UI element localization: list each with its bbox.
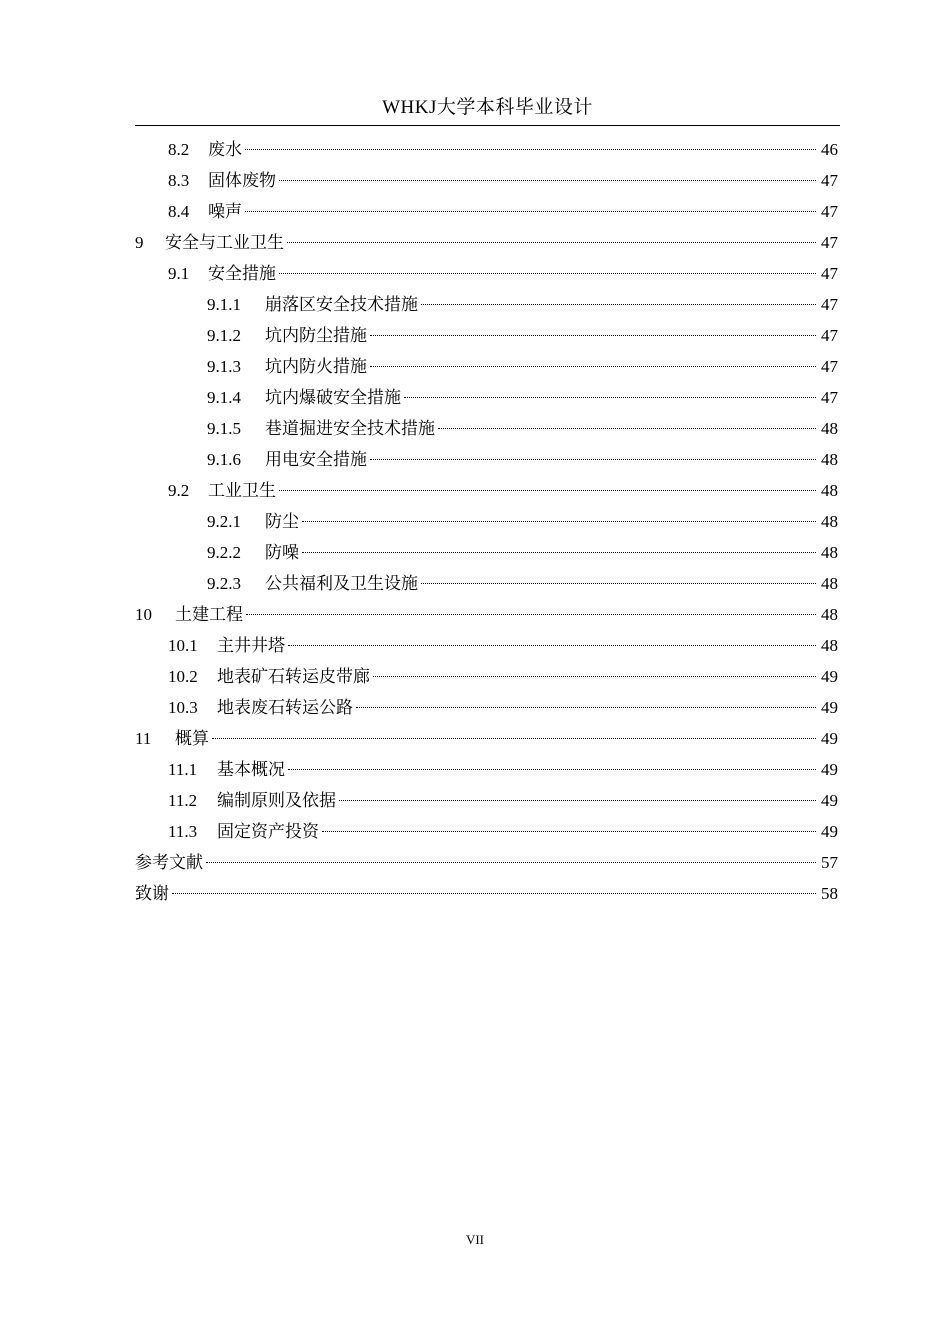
toc-entry[interactable] bbox=[135, 599, 838, 630]
toc-entry-page: 48 bbox=[821, 481, 838, 500]
toc-entry[interactable] bbox=[135, 692, 838, 723]
page-header: WHKJ大学本科毕业设计 bbox=[382, 97, 593, 118]
toc-entry-title: 地表矿石转运皮带廊 bbox=[217, 667, 370, 687]
toc-dot-leader bbox=[356, 707, 816, 708]
toc-entry[interactable] bbox=[135, 506, 838, 537]
toc-dot-leader bbox=[245, 149, 816, 150]
table-of-contents bbox=[135, 134, 838, 909]
toc-entry[interactable] bbox=[135, 754, 838, 785]
toc-entry[interactable] bbox=[135, 568, 838, 599]
toc-entry[interactable] bbox=[135, 661, 838, 692]
toc-entry-title: 编制原则及依据 bbox=[217, 791, 336, 811]
toc-entry-title: 崩落区安全技术措施 bbox=[265, 295, 418, 315]
toc-entry-page: 48 bbox=[821, 605, 838, 624]
toc-entry-page: 57 bbox=[821, 853, 838, 872]
toc-entry-title: 土建工程 bbox=[175, 605, 243, 625]
toc-entry[interactable] bbox=[135, 630, 838, 661]
toc-entry[interactable] bbox=[135, 382, 838, 413]
toc-entry-number: 10.2 bbox=[168, 667, 198, 686]
toc-entry[interactable] bbox=[135, 165, 838, 196]
toc-entry-title: 致谢 bbox=[135, 884, 169, 904]
toc-entry[interactable] bbox=[135, 258, 838, 289]
toc-dot-leader bbox=[302, 521, 816, 522]
toc-entry-page: 58 bbox=[821, 884, 838, 903]
toc-entry-number: 10 bbox=[135, 605, 152, 624]
toc-dot-leader bbox=[279, 490, 816, 491]
toc-dot-leader bbox=[246, 614, 816, 615]
toc-entry-title: 固体废物 bbox=[208, 171, 276, 191]
toc-dot-leader bbox=[438, 428, 816, 429]
page-number: VII bbox=[465, 1232, 485, 1247]
toc-entry-number: 9.2.2 bbox=[207, 543, 241, 562]
toc-entry[interactable] bbox=[135, 444, 838, 475]
toc-entry-number: 8.3 bbox=[168, 171, 190, 190]
toc-entry-number: 11.3 bbox=[168, 822, 198, 841]
toc-entry[interactable] bbox=[135, 320, 838, 351]
toc-entry-number: 9.1.4 bbox=[207, 388, 241, 407]
toc-entry-title: 安全措施 bbox=[208, 264, 276, 284]
toc-dot-leader bbox=[370, 366, 816, 367]
toc-entry-page: 47 bbox=[821, 264, 838, 283]
toc-entry[interactable] bbox=[135, 475, 838, 506]
toc-entry-page: 48 bbox=[821, 419, 838, 438]
toc-entry[interactable] bbox=[135, 413, 838, 444]
toc-dot-leader bbox=[322, 831, 816, 832]
toc-dot-leader bbox=[421, 304, 816, 305]
toc-dot-leader bbox=[421, 583, 816, 584]
toc-entry-number: 9.1 bbox=[168, 264, 190, 283]
toc-entry[interactable] bbox=[135, 537, 838, 568]
toc-entry[interactable] bbox=[135, 785, 838, 816]
toc-entry-number: 10.1 bbox=[168, 636, 198, 655]
toc-entry-number: 8.4 bbox=[168, 202, 190, 221]
toc-entry-number: 9.1.1 bbox=[207, 295, 241, 314]
toc-entry-page: 47 bbox=[821, 171, 838, 190]
toc-entry-page: 49 bbox=[821, 791, 838, 810]
toc-entry-number: 11.1 bbox=[168, 760, 198, 779]
toc-entry-title: 主井井塔 bbox=[217, 636, 285, 656]
toc-entry-page: 49 bbox=[821, 698, 838, 717]
toc-entry-page: 49 bbox=[821, 667, 838, 686]
toc-entry-page: 47 bbox=[821, 202, 838, 221]
toc-dot-leader bbox=[302, 552, 816, 553]
toc-dot-leader bbox=[206, 862, 816, 863]
toc-entry[interactable] bbox=[135, 723, 838, 754]
toc-entry-page: 48 bbox=[821, 512, 838, 531]
toc-entry-title: 用电安全措施 bbox=[265, 450, 367, 470]
toc-entry-title: 坑内爆破安全措施 bbox=[265, 388, 401, 408]
toc-entry[interactable] bbox=[135, 878, 838, 909]
toc-entry[interactable] bbox=[135, 134, 838, 165]
toc-dot-leader bbox=[373, 676, 816, 677]
toc-entry-page: 47 bbox=[821, 233, 838, 252]
toc-entry-number: 9.1.5 bbox=[207, 419, 241, 438]
toc-entry-page: 46 bbox=[821, 140, 838, 159]
toc-entry-number: 8.2 bbox=[168, 140, 190, 159]
toc-entry-title: 巷道掘进安全技术措施 bbox=[265, 419, 435, 439]
toc-entry-number: 9.1.3 bbox=[207, 357, 241, 376]
toc-entry-title: 防尘 bbox=[265, 512, 299, 532]
toc-entry-number: 9.2.1 bbox=[207, 512, 241, 531]
toc-entry-title: 工业卫生 bbox=[208, 481, 276, 501]
toc-entry[interactable] bbox=[135, 227, 838, 258]
toc-dot-leader bbox=[404, 397, 816, 398]
toc-entry-title: 固定资产投资 bbox=[217, 822, 319, 842]
toc-dot-leader bbox=[370, 335, 816, 336]
toc-entry-number: 9.2.3 bbox=[207, 574, 241, 593]
toc-dot-leader bbox=[172, 893, 816, 894]
toc-entry-page: 49 bbox=[821, 822, 838, 841]
toc-dot-leader bbox=[212, 738, 816, 739]
toc-dot-leader bbox=[287, 242, 816, 243]
toc-dot-leader bbox=[288, 769, 816, 770]
toc-entry-page: 48 bbox=[821, 543, 838, 562]
toc-entry-page: 48 bbox=[821, 574, 838, 593]
toc-entry[interactable] bbox=[135, 847, 838, 878]
toc-entry[interactable] bbox=[135, 351, 838, 382]
toc-entry-page: 47 bbox=[821, 326, 838, 345]
toc-entry-title: 参考文献 bbox=[135, 853, 203, 873]
toc-entry-page: 48 bbox=[821, 450, 838, 469]
toc-entry-number: 10.3 bbox=[168, 698, 198, 717]
toc-dot-leader bbox=[339, 800, 816, 801]
toc-entry[interactable] bbox=[135, 289, 838, 320]
toc-entry-title: 坑内防火措施 bbox=[265, 357, 367, 377]
toc-entry-page: 48 bbox=[821, 636, 838, 655]
toc-entry-title: 坑内防尘措施 bbox=[265, 326, 367, 346]
toc-entry-page: 49 bbox=[821, 760, 838, 779]
toc-entry-number: 11.2 bbox=[168, 791, 198, 810]
toc-entry-number: 9.1.6 bbox=[207, 450, 241, 469]
toc-entry-page: 47 bbox=[821, 388, 838, 407]
toc-dot-leader bbox=[279, 180, 816, 181]
toc-entry-title: 废水 bbox=[208, 140, 242, 160]
toc-entry-number: 11 bbox=[135, 729, 152, 748]
toc-entry-page: 49 bbox=[821, 729, 838, 748]
toc-entry-title: 地表废石转运公路 bbox=[217, 698, 353, 718]
toc-entry-title: 噪声 bbox=[208, 202, 242, 222]
toc-entry-number: 9.1.2 bbox=[207, 326, 241, 345]
toc-entry-title: 基本概况 bbox=[217, 760, 285, 780]
toc-entry-title: 概算 bbox=[175, 729, 209, 749]
toc-entry-number: 9.2 bbox=[168, 481, 190, 500]
toc-dot-leader bbox=[245, 211, 816, 212]
toc-entry-number: 9 bbox=[135, 233, 144, 252]
toc-entry-title: 防噪 bbox=[265, 543, 299, 563]
toc-dot-leader bbox=[288, 645, 816, 646]
toc-entry-page: 47 bbox=[821, 357, 838, 376]
toc-entry-page: 47 bbox=[821, 295, 838, 314]
toc-entry-title: 公共福利及卫生设施 bbox=[265, 574, 418, 594]
header-rule bbox=[135, 125, 840, 126]
toc-dot-leader bbox=[370, 459, 816, 460]
toc-entry-title: 安全与工业卫生 bbox=[165, 233, 284, 253]
toc-dot-leader bbox=[279, 273, 816, 274]
toc-entry[interactable] bbox=[135, 196, 838, 227]
toc-entry[interactable] bbox=[135, 816, 838, 847]
